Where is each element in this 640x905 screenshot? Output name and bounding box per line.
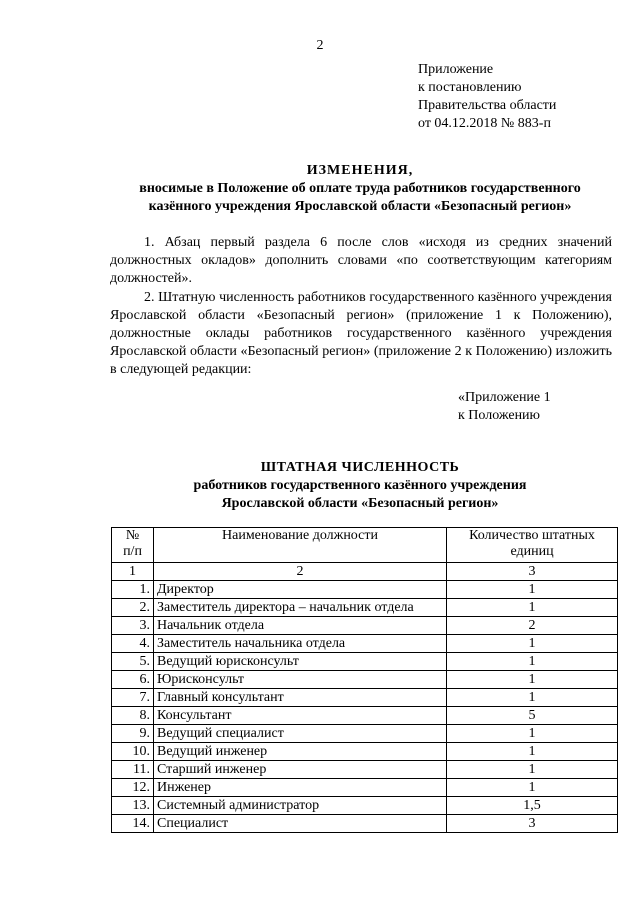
table-title bbox=[110, 459, 610, 513]
column-index-cell: 3 bbox=[447, 563, 618, 581]
row-position-cell: Начальник отдела bbox=[154, 617, 447, 635]
row-quantity-cell: 1 bbox=[447, 761, 618, 779]
row-position-cell: Специалист bbox=[154, 815, 447, 833]
appendix-reference-line: к Положению bbox=[458, 408, 541, 423]
appendix-reference bbox=[458, 389, 551, 425]
row-quantity-cell: 5 bbox=[447, 707, 618, 725]
row-number-cell: 2. bbox=[112, 599, 154, 617]
table-header-row bbox=[112, 528, 618, 563]
paragraph-2: 2. Штатную численность работников государственного казённого учреждения Ярославской области «Безопасный регион» (приложение 1 к Положению), должностные оклады работников государственного казённого учреждения Ярославской области «Безопасный регион» (приложение 2 к Положению) изложить в следующей редакции: bbox=[110, 290, 612, 377]
row-quantity-cell: 1 bbox=[447, 671, 618, 689]
row-number-cell: 9. bbox=[112, 725, 154, 743]
row-number-cell: 13. bbox=[112, 797, 154, 815]
table-title-heading: ШТАТНАЯ ЧИСЛЕННОСТЬ bbox=[260, 460, 460, 475]
column-header-quantity bbox=[447, 528, 618, 563]
row-position-cell: Директор bbox=[154, 581, 447, 599]
column-header-number-line: № bbox=[125, 528, 140, 543]
column-index-cell: 2 bbox=[154, 563, 447, 581]
column-index-row bbox=[112, 563, 618, 581]
row-number-cell: 11. bbox=[112, 761, 154, 779]
table-row bbox=[112, 671, 618, 689]
row-quantity-cell: 1 bbox=[447, 725, 618, 743]
document-title-line: вносимые в Положение об оплате труда работников государственного bbox=[139, 181, 581, 196]
row-quantity-cell: 1 bbox=[447, 635, 618, 653]
row-position-cell: Ведущий юрисконсульт bbox=[154, 653, 447, 671]
table-row bbox=[112, 617, 618, 635]
row-quantity-cell: 1,5 bbox=[447, 797, 618, 815]
row-quantity-cell: 1 bbox=[447, 689, 618, 707]
row-number-cell: 10. bbox=[112, 743, 154, 761]
column-header-quantity-line: единиц bbox=[510, 544, 554, 559]
row-quantity-cell: 1 bbox=[447, 743, 618, 761]
table-row bbox=[112, 797, 618, 815]
row-position-cell: Консультант bbox=[154, 707, 447, 725]
page-number: 2 bbox=[316, 38, 324, 53]
row-quantity-cell: 3 bbox=[447, 815, 618, 833]
table-row bbox=[112, 581, 618, 599]
table-row bbox=[112, 761, 618, 779]
row-number-cell: 14. bbox=[112, 815, 154, 833]
row-number-cell: 5. bbox=[112, 653, 154, 671]
row-number-cell: 12. bbox=[112, 779, 154, 797]
row-position-cell: Главный консультант bbox=[154, 689, 447, 707]
header-note-line: от 04.12.2018 № 883-п bbox=[418, 116, 551, 131]
document-title-heading: ИЗМЕНЕНИЯ, bbox=[306, 163, 414, 178]
table-title-line: работников государственного казённого учреждения bbox=[193, 478, 527, 493]
row-quantity-cell: 1 bbox=[447, 599, 618, 617]
row-position-cell: Инженер bbox=[154, 779, 447, 797]
table-row bbox=[112, 725, 618, 743]
row-position-cell: Старший инженер bbox=[154, 761, 447, 779]
row-position-cell: Ведущий специалист bbox=[154, 725, 447, 743]
row-number-cell: 4. bbox=[112, 635, 154, 653]
table-row bbox=[112, 599, 618, 617]
column-header-quantity-line: Количество штатных bbox=[469, 528, 595, 543]
row-position-cell: Юрисконсульт bbox=[154, 671, 447, 689]
row-position-cell: Заместитель начальника отдела bbox=[154, 635, 447, 653]
table-row bbox=[112, 815, 618, 833]
staff-table bbox=[111, 527, 618, 833]
row-quantity-cell: 1 bbox=[447, 779, 618, 797]
appendix-reference-line: «Приложение 1 bbox=[458, 390, 551, 405]
row-number-cell: 6. bbox=[112, 671, 154, 689]
document-title bbox=[110, 162, 610, 216]
table-row bbox=[112, 635, 618, 653]
header-note-line: Правительства области bbox=[418, 98, 557, 113]
header-note-line: Приложение bbox=[418, 62, 494, 77]
table-title-line: Ярославской области «Безопасный регион» bbox=[221, 496, 499, 511]
table-row bbox=[112, 707, 618, 725]
row-number-cell: 1. bbox=[112, 581, 154, 599]
row-number-cell: 8. bbox=[112, 707, 154, 725]
table-row bbox=[112, 743, 618, 761]
paragraph-1: 1. Абзац первый раздела 6 после слов «исходя из средних значений должностных окладов» дополнить словами «по соответствующим категориям должностей». bbox=[110, 235, 612, 286]
document-title-line: казённого учреждения Ярославской области «Безопасный регион» bbox=[148, 199, 572, 214]
header-note bbox=[418, 61, 556, 133]
row-quantity-cell: 1 bbox=[447, 653, 618, 671]
row-quantity-cell: 1 bbox=[447, 581, 618, 599]
row-position-cell: Заместитель директора – начальник отдела bbox=[154, 599, 447, 617]
row-position-cell: Системный администратор bbox=[154, 797, 447, 815]
row-position-cell: Ведущий инженер bbox=[154, 743, 447, 761]
column-header-position: Наименование должности bbox=[154, 528, 447, 563]
header-note-line: к постановлению bbox=[418, 80, 522, 95]
row-number-cell: 7. bbox=[112, 689, 154, 707]
row-quantity-cell: 2 bbox=[447, 617, 618, 635]
table-row bbox=[112, 653, 618, 671]
column-header-number bbox=[112, 528, 154, 563]
row-number-cell: 3. bbox=[112, 617, 154, 635]
column-header-number-line: п/п bbox=[123, 544, 142, 559]
table-row bbox=[112, 689, 618, 707]
column-index-cell: 1 bbox=[112, 563, 154, 581]
table-row bbox=[112, 779, 618, 797]
